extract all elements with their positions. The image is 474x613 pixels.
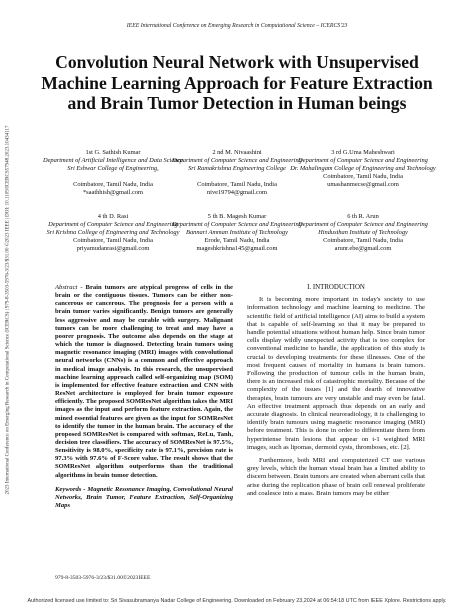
keywords — [55, 486, 233, 510]
author-name: 3 rd G.Uma Maheshwari — [331, 149, 395, 156]
author-affiliation: Department of Computer Science and Engineering — [172, 221, 302, 229]
author-affiliation: Department of Artificial Intelligence and Data Science — [42, 157, 184, 165]
author-email: umashanmecse@gmail.com — [327, 181, 399, 189]
author-location: Coimbatore, Tamil Nadu, India — [73, 181, 153, 189]
author-location: Coimbatore, Tamil Nadu, India — [323, 237, 403, 245]
introduction-paragraph: It is becoming more important in today's society to use information technology and machine learning to medicine. The scientific field of artificial intelligence (AI) aims to build a system that is capable of self-learning so that it may be prepared to handle potential situations without human help. Since brain tumor cells display wildly unexpected activity that is too complex for conventional medicine to handle, the application of this study is crucial to developing treatments for these illnesses. One of the most frequent causes of mortality in humans is brain tumors. Following the production of tumour cells in the human brain, there is an increased risk of catastrophic mortality. Because of the complexity of the issues [1] and the dearth of innovative therapies, brain tumours are very unstable and may even be fatal. An effective treatment approach thus depends on an early and accurate diagnosis. In clinical neuroradiology, it is challenging to identify brain tumours using magnetic resonance imaging (MRI) before treatment. This is done in order to differentiate them from hyperintense brain lesions that appear on t-1 weighted MRI images, such as lipomas, dermoid cysts, thromboses, etc. [2]. — [247, 296, 425, 451]
author-affiliation: Sri Ramakrishna Engineering College — [188, 165, 286, 173]
keywords-label: Keywords - — [55, 485, 86, 493]
author-location: Coimbatore, Tamil Nadu, India — [323, 173, 403, 181]
author-location: Coimbatore, Tamil Nadu, India — [73, 237, 153, 245]
author-affiliation: Department of Computer Science and Engineering — [298, 221, 428, 229]
conference-header: IEEE International Conference on Emerging Research in Computational Science – ICERCS'23 — [126, 23, 348, 29]
side-strip — [3, 70, 13, 550]
author-3 — [288, 149, 438, 189]
side-strip-text: 2023 International Conference on Emerging Research in Computational Science (ICERCS) | 979-8-3503-5976-3/23/$31.00 ©2023 IEEE | DOI: 10.1109/ICERCS57948.2023.10434117 — [5, 125, 11, 495]
abstract — [55, 284, 233, 480]
author-email: priyamudanrasi@gmail.com — [76, 245, 150, 253]
abstract-label: Abstract - — [55, 284, 83, 291]
author-affiliation: Dr. Mahalingam College of Engineering and Technology — [290, 165, 436, 173]
author-name: 6 th R. Arun — [347, 213, 379, 220]
author-email: arunr.ebe@gmail.com — [334, 245, 392, 253]
author-name: 1st G. Sathish Kumar — [85, 149, 141, 156]
author-affiliation: Bannari Amman Institute of Technology — [186, 229, 288, 237]
author-affiliation: Department of Computer Science and Engineering — [172, 157, 302, 165]
author-affiliation: Department of Computer Science and Engineering — [298, 157, 428, 165]
keywords-text: Magnetic Resonance Imaging, Convolutional Neural Networks, Brain Tumor, Feature Extraction, Self-Organizing Maps — [55, 485, 233, 510]
author-affiliation: Sri Krishna College of Engineering and Technology — [46, 229, 180, 237]
author-6 — [288, 213, 438, 253]
paper-title: Convolution Neural Network with Unsupervised Machine Learning Approach for Feature Extraction and Brain Tumor Detection in Human beings — [41, 52, 433, 113]
author-email: nive19794@gmail.com — [206, 189, 268, 197]
author-location: Erode, Tamil Nadu, India — [204, 237, 270, 245]
author-name: 5 th B. Magesh Kumar — [207, 213, 267, 220]
abstract-text: Brain tumors are atypical progress of cells in the brain or the contiguous tissues. Tumors can be either non-cancerous or cancerous. The prognosis for a person with a brain tumor varies significantly. Benign tumors are generally less aggressive and may be curable with surgery. Malignant tumors can be more challenging to treat and may have a poorer prognosis. The outcome also depends on the stage at which the tumor is diagnosed. Detecting brain tumors using magnetic resonance imaging (MRI) images with convolutional neural networks (CNNs) is a common and effective approach in medical image analysis. In this research, the unsupervised machine learning approach called self-organizing map (SOM) is implemented for effective feature extraction and CNN with ResNet architecture is employed for brain tumor exposure efficiently. The proposed SOMResNet algorithm takes the MRI images as the input and perform feature extraction. Again, the mined essential features are given as the input for SOMResNet to identify the tumor in the human brain. The accuracy of the proposed SOMResNet is compared with softmax, ReLu, Tanh, decision tree classifiers. The accuracy of SOMResNet is 97.5%, Sensitivity is 98.0%, specificity rate is 97.1%, precision rate is 97.3% with 97.6% of F-Score value. The result shows that the SOMResNet algorithm outperforms than the traditional algorithms in brain tumor detection. — [55, 284, 233, 479]
section-heading-introduction: I. INTRODUCTION — [307, 284, 365, 291]
author-affiliation: Hindusthan Institute of Technology — [318, 229, 408, 237]
introduction-paragraph: Furthermore, both MRI and computerized CT use various grey levels, which the human visual brain has a limited ability to discern between. Brain tumors are created when aberrant cells that arise during the replication phase of brain cell renewal proliferate and coalesce into a mass. Brain tumors may be either — [247, 457, 425, 497]
author-name: 2 nd M. Nivaashini — [212, 149, 262, 156]
isbn-line: 979-8-3503-5976-3/23/$31.00©2023IEEE — [55, 575, 151, 581]
author-affiliation: Department of Computer Science and Engineering — [48, 221, 178, 229]
author-email: mageshkrishna145@gmail.com — [196, 245, 278, 253]
author-email: *saathhish@gmail.com — [82, 189, 144, 197]
right-column — [247, 284, 425, 503]
left-column — [55, 284, 233, 510]
author-affiliation: Sri Eshwar College of Engineering, — [67, 165, 159, 173]
license-footer: Authorized licensed use limited to: Sri Sivasubramanya Nadar College of Engineering. Downloaded on February 23,2024 at 06:54:18 UTC from IEEE Xplore. Restrictions apply. — [27, 598, 447, 604]
author-location: Coimbatore, Tamil Nadu, India — [197, 181, 277, 189]
author-name: 4 th D. Rasi — [97, 213, 129, 220]
